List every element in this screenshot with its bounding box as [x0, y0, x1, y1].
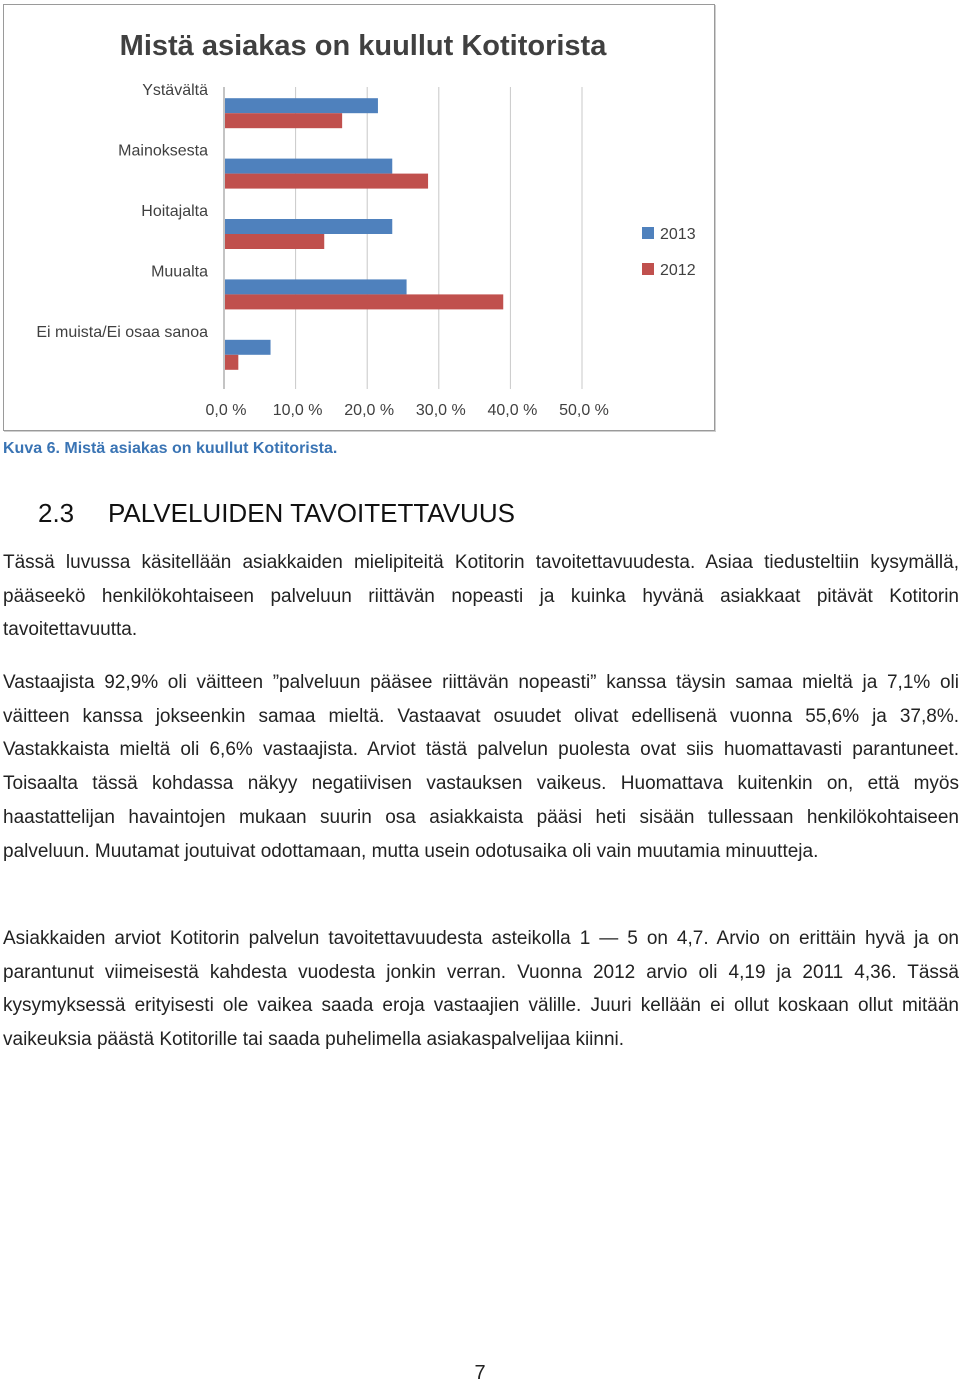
bar-2012-5	[225, 355, 238, 370]
category-label: Muualta	[151, 263, 208, 281]
figure-caption: Kuva 6. Mistä asiakas on kuullut Kotitorista.	[3, 440, 338, 457]
bar-chart	[4, 5, 716, 432]
x-tick-label: 0,0 %	[205, 402, 247, 419]
category-label: Mainoksesta	[118, 142, 208, 160]
bar-2013-5	[225, 340, 271, 355]
category-label: Ei muista/Ei osaa sanoa	[36, 323, 208, 341]
bar-2013-2	[225, 159, 392, 174]
bar-2012-1	[225, 113, 342, 128]
legend-swatch-2012	[642, 263, 654, 275]
bar-2012-2	[225, 174, 428, 189]
x-tick-label: 40,0 %	[487, 402, 538, 419]
section-title: PALVELUIDEN TAVOITETTAVUUS	[108, 498, 515, 528]
legend-swatch-2013	[642, 227, 654, 239]
legend-label: 2012	[660, 262, 696, 279]
paragraph-ratings: Asiakkaiden arviot Kotitorin palvelun tavoitettavuudesta asteikolla 1 — 5 on 4,7. Arvio on erittäin hyvä ja on parantunut viimeisestä kahdesta vuodesta jonkin verran. Vuonna 2012 arvio oli 4,19 ja 2011 4,36. Tässä kysymyksessä erityisesti ole vaikea saada eroja vastaajien välille. Juuri kellään ei ollut koskaan ollut mitään vaikeuksia päästä Kotitorille tai saada puhelimella asiakaspalvelijaa kiinni.	[3, 928, 959, 1051]
page-number: 7	[474, 1362, 486, 1384]
legend-label: 2013	[660, 226, 696, 243]
category-label: Ystävältä	[142, 82, 208, 100]
section-heading	[38, 498, 515, 529]
bar-2013-4	[225, 279, 407, 294]
paragraph-intro: Tässä luvussa käsitellään asiakkaiden mielipiteitä Kotitorin tavoitettavuudesta. Asiaa tiedusteltiin kysymällä, pääseekö henkilökohtaiseen palveluun riittävän nopeasti ja kuinka hyvänä asiakkaat pitävät Kotitorin tavoitettavuutta.	[3, 552, 959, 641]
section-number: 2.3	[38, 498, 75, 528]
category-label: Hoitajalta	[141, 203, 208, 220]
x-tick-label: 50,0 %	[559, 402, 609, 419]
x-tick-label: 30,0 %	[415, 402, 466, 419]
chart-frame	[3, 4, 715, 431]
bar-2012-3	[225, 234, 324, 249]
bar-2013-1	[225, 98, 378, 113]
bar-2012-4	[225, 294, 503, 309]
paragraph-results: Vastaajista 92,9% oli väitteen ”palveluun pääsee riittävän nopeasti” kanssa täysin samaa mieltä ja 7,1% oli väitteen kanssa jokseenkin samaa mieltä. Vastaavat osuudet olivat edellisenä vuonna 55,6% ja 37,8%. Vastakkaista mieltä oli 6,6% vastaajista. Arviot tästä palvelun puolesta ovat siis huomattavasti parantuneet. Toisaalta tässä kohdassa näkyy negatiivisen vastauksen vaikeus. Huomattava kuitenkin on, että myös haastattelijan havaintojen mukaan suurin osa asiakkaista pääsi heti sisään tullessaan henkilökohtaiseen palveluun. Muutamat joutuivat odottamaan, mutta usein odotusaika oli vain muutamia minuutteja.	[3, 672, 959, 862]
chart-title: Mistä asiakas on kuullut Kotitorista	[119, 30, 607, 62]
bar-2013-3	[225, 219, 392, 234]
x-tick-label: 20,0 %	[344, 402, 395, 419]
x-tick-label: 10,0 %	[272, 402, 323, 419]
